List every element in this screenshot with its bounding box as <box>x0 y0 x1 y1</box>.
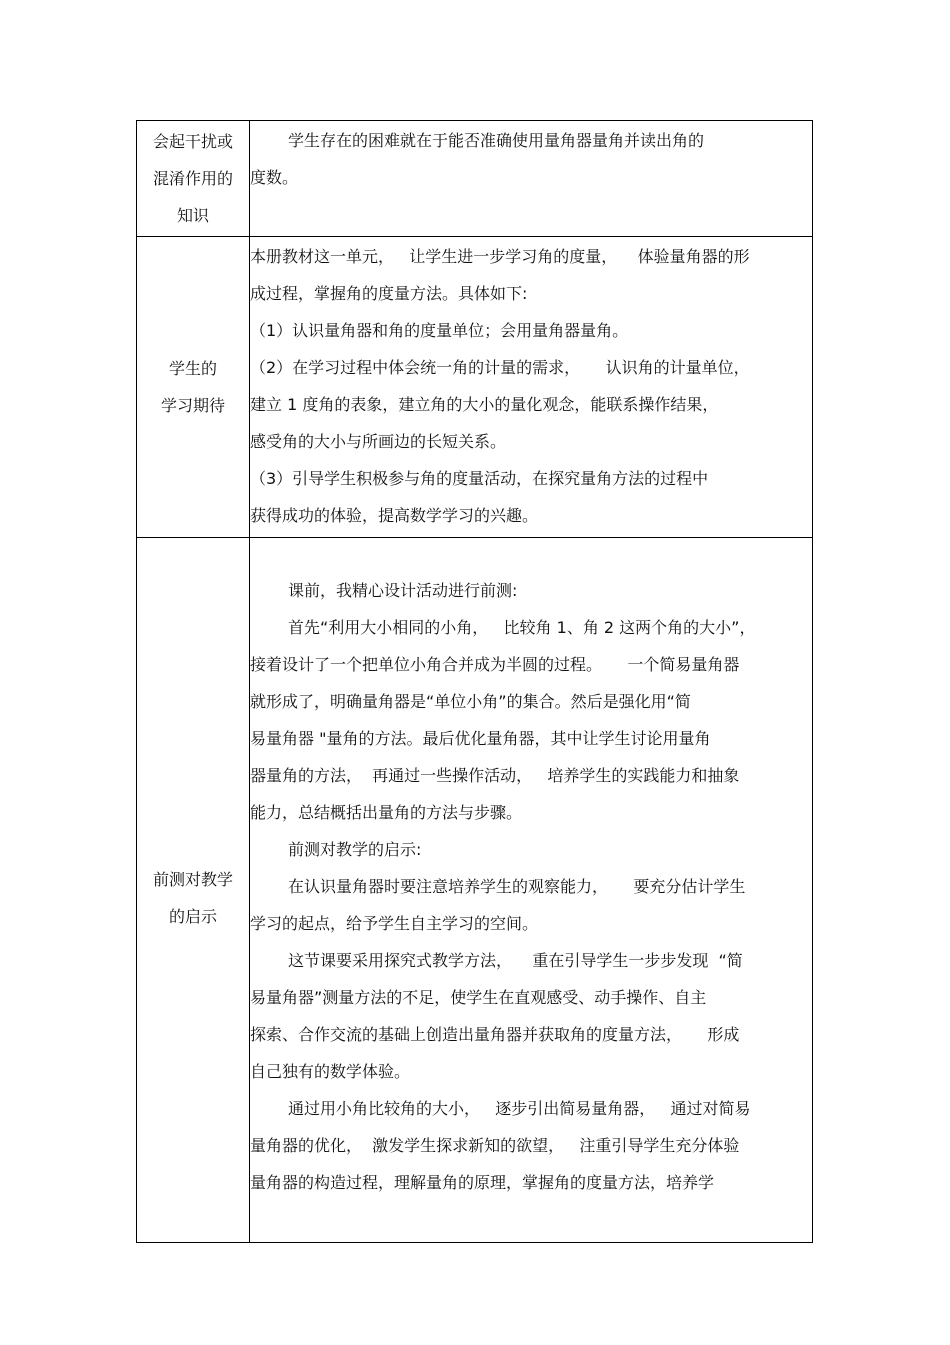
content-line: 前测对教学的启示: <box>288 840 422 859</box>
content-line: 能力，总结概括出量角的方法与步骤。 <box>250 803 523 822</box>
content-line: （3）引导学生积极参与角的度量活动，在探究量角方法的过程中 <box>250 469 709 488</box>
row-label <box>137 121 250 237</box>
content-line: 量角器的构造过程，理解量角的原理，掌握角的度量方法，培养学 <box>250 1173 715 1192</box>
label-line: 学习期待 <box>160 396 225 415</box>
label-line: 混淆作用的 <box>152 169 233 188</box>
content-line: 量角器的优化， 激发学生探求新知的欲望， 注重引导学生充分体验 <box>250 1136 740 1155</box>
label-line: 知识 <box>176 206 209 225</box>
content-line: 首先“利用大小相同的小角， 比较角 1、角 2 这两个角的大小”， <box>288 618 756 637</box>
label-line: 学生的 <box>168 359 217 378</box>
label-line: 会起干扰或 <box>152 132 233 151</box>
table-row <box>137 538 813 1243</box>
content-line: 成过程，掌握角的度量方法。具体如下: <box>250 284 528 303</box>
content-line: 本册教材这一单元， 让学生进一步学习角的度量， 体验量角器的形 <box>250 247 750 266</box>
content-line: 探索、合作交流的基础上创造出量角器并获取角的度量方法， 形成 <box>250 1025 740 1044</box>
content-line: 易量角器 "量角的方法。最后优化量角器，其中让学生讨论用量角 <box>250 729 711 748</box>
content-line: 接着设计了一个把单位小角合并成为半圆的过程。 一个简易量角器 <box>250 655 740 674</box>
label-line: 的启示 <box>168 907 217 926</box>
content-line: 感受角的大小与所画边的长短关系。 <box>250 432 507 451</box>
table-row <box>137 237 813 538</box>
content-line: 学习的起点，给予学生自主学习的空间。 <box>250 914 539 933</box>
lesson-plan-table <box>136 120 813 1243</box>
label-line: 前测对教学 <box>152 870 233 889</box>
content-line: （2）在学习过程中体会统一角的计量的需求， 认识角的计量单位， <box>250 358 750 377</box>
content-line: 建立 1 度角的表象，建立角的大小的量化观念，能联系操作结果， <box>250 395 719 414</box>
content-line: 通过用小角比较角的大小， 逐步引出简易量角器， 通过对简易 <box>288 1099 751 1118</box>
content-line: 自己独有的数学体验。 <box>250 1062 411 1081</box>
table-row <box>137 121 813 237</box>
content-line: 器量角的方法， 再通过一些操作活动， 培养学生的实践能力和抽象 <box>250 766 740 785</box>
content-line: 课前，我精心设计活动进行前测: <box>288 581 518 600</box>
content-line: 在认识量角器时要注意培养学生的观察能力， 要充分估计学生 <box>288 877 746 896</box>
row-content <box>250 237 813 538</box>
row-content <box>250 121 813 237</box>
content-line: 学生存在的困难就在于能否准确使用量角器量角并读出角的 <box>288 131 705 150</box>
content-line: 这节课要采用探究式教学方法， 重在引导学生一步步发现 “简 <box>288 951 743 970</box>
content-line: 就形成了，明确量角器是“单位小角”的集合。然后是强化用“简 <box>250 692 691 711</box>
row-content <box>250 538 813 1243</box>
row-label <box>137 538 250 1243</box>
row-label <box>137 237 250 538</box>
content-line: 获得成功的体验，提高数学学习的兴趣。 <box>250 506 539 525</box>
content-line: 易量角器”测量方法的不足，使学生在直观感受、动手操作、自主 <box>250 988 707 1007</box>
content-line: 度数。 <box>250 168 299 187</box>
content-line: （1）认识量角器和角的度量单位；会用量角器量角。 <box>250 321 629 340</box>
